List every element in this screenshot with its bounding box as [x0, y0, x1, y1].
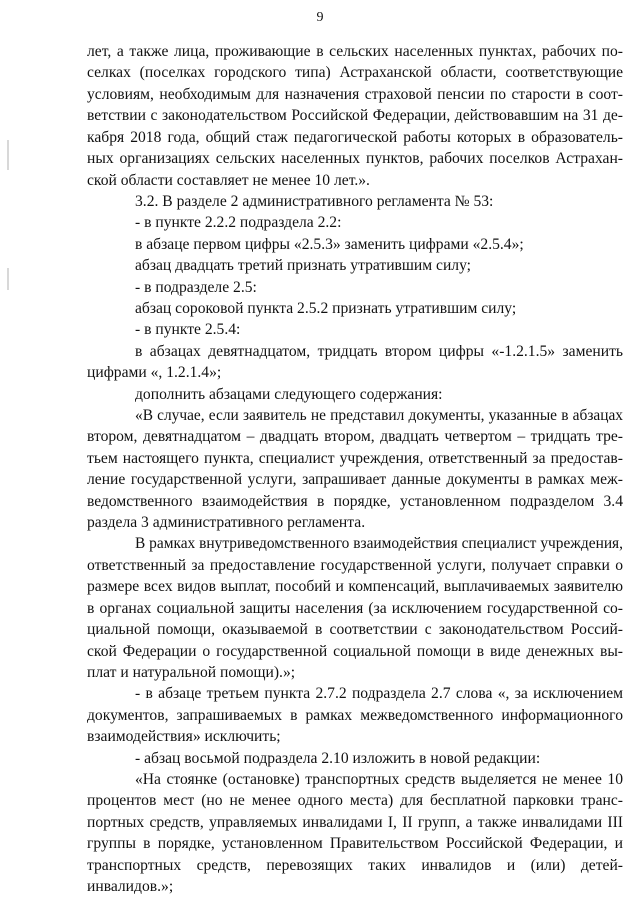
text-line: циальной помощи, оказываемой в соответствии с законодательством Россий-	[87, 621, 623, 639]
text-line: - в подразделе 2.5:	[135, 278, 257, 296]
text-line: процентов мест (но не менее одного места) для бесплатной парковки транс-	[87, 792, 623, 810]
text-line: размере всех видов выплат, пособий и компенсаций, выплачиваемых заявителю	[87, 578, 623, 596]
text-line: дополнить абзацами следующего содержания:	[135, 385, 443, 403]
text-line: портных средств, управляемых инвалидами I, II групп, а также инвалидами III	[87, 813, 623, 831]
text-line: втором, девятнадцатом – двадцать втором, двадцать четвертом – тридцать тре-	[87, 428, 623, 446]
text-line: - в абзаце третьем пункта 2.7.2 подраздела 2.7 слова «, за исключением	[135, 685, 623, 703]
text-line: группы в порядке, установленном Правительством Российской Федерации, и	[87, 835, 623, 853]
text-line: ответственный за предоставление государственной услуги, получает справки о	[87, 556, 623, 574]
text-line: в абзацах девятнадцатом, тридцать втором цифры «-1.2.1.5» заменить	[135, 342, 623, 360]
text-line: «В случае, если заявитель не представил документы, указанные в абзацах	[135, 407, 623, 424]
scan-margin-mark	[7, 268, 9, 290]
text-line: инвалидов.»;	[87, 878, 174, 895]
text-line: «На стоянке (остановке) транспортных средств выделяется не менее 10	[135, 770, 623, 788]
text-line: в абзаце первом цифры «2.5.3» заменить цифрами «2.5.4»;	[135, 235, 524, 253]
text-line: ской Федерации о государственной социальной помощи в виде денежных вы-	[87, 642, 623, 660]
scan-margin-mark	[7, 140, 9, 170]
text-line: В рамках внутриведомственного взаимодействия специалист учреждения,	[135, 535, 623, 553]
text-line: ветствии с законодательством Российской Федерации, действовавшим на 31 де-	[87, 107, 623, 125]
text-line: кабря 2018 года, общий стаж педагогической работы которых в образователь-	[87, 128, 623, 146]
text-line: тьем настоящего пункта, специалист учреждения, ответственный за предостав-	[87, 449, 623, 467]
text-line: лет, а также лица, проживающие в сельских населенных пунктах, рабочих по-	[87, 43, 623, 60]
text-line: транспортных средств, перевозящих таких инвалидов и (или) детей-	[87, 856, 623, 874]
text-line: ных организациях сельских населенных пунктов, рабочих поселков Астрахан-	[87, 150, 623, 168]
text-line: раздела 3 административного регламента.	[87, 514, 366, 531]
text-line: цифрами «, 1.2.1.4»;	[87, 364, 222, 382]
text-line: условиям, необходимым для назначения страховой пенсии по старости в соот-	[87, 85, 623, 103]
text-line: документов, запрашиваемых в рамках межведомственного информационного	[87, 706, 623, 724]
text-line: ление государственной услуги, запрашивает данные документы в рамках меж-	[87, 471, 623, 489]
text-line: плат и натуральной помощи).»;	[87, 663, 296, 681]
text-line: взаимодействия» исключить;	[87, 728, 281, 746]
section-heading: 3.2. В разделе 2 административного регламента № 53:	[135, 192, 494, 210]
text-line: абзац сороковой пункта 2.5.2 признать утратившим силу;	[135, 299, 517, 317]
text-line: в органах социальной защиты населения (за исключением государственной со-	[87, 599, 623, 617]
text-line: - в пункте 2.2.2 подраздела 2.2:	[135, 214, 342, 232]
text-line: селках (поселках городского типа) Астраханской области, соответствующие	[87, 64, 623, 82]
text-line: абзац двадцать третий признать утратившим силу;	[135, 257, 472, 275]
page-number: 9	[316, 10, 324, 25]
text-line: ской области составляет не менее 10 лет.».	[87, 171, 370, 189]
text-line: - в пункте 2.5.4:	[135, 321, 241, 339]
text-line: - абзац восьмой подраздела 2.10 изложить в новой редакции:	[135, 749, 541, 767]
text-line: ведомственного взаимодействия в порядке, установленном подразделом 3.4	[87, 492, 623, 510]
